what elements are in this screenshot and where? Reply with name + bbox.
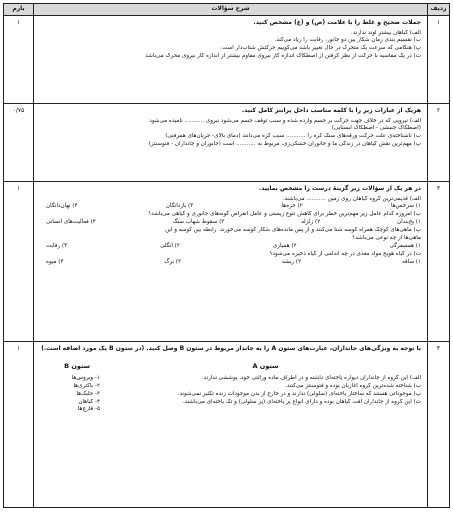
column-a-item: ب) شناخته شده‌ترین گروه آغازیان بوده و فتوسنتز می‌کنند. xyxy=(285,382,421,389)
mcq-option[interactable]: ۱) یخ‌بندان xyxy=(397,219,421,226)
header-radif: ردیف xyxy=(428,4,450,16)
question-number: ۲ xyxy=(428,104,450,182)
question-body-4 xyxy=(34,342,428,508)
question-row-2 xyxy=(4,104,450,182)
matching-columns xyxy=(38,362,421,415)
mcq-question: ت) در گیاه هویج مواد مغذی در چه اندامی از گیاه ذخیره می‌شود؟ xyxy=(269,251,421,258)
question-row-3 xyxy=(4,182,450,342)
mcq-option[interactable]: ۳) سقوط شهاب سنگ xyxy=(172,219,225,226)
statement: الف) گیاهان بیشتر آوند ندارند. xyxy=(351,29,421,36)
statement: پ) مهم‌ترین نقش گیاهان در زندگی ما و جانوران خشکی‌زی، مربوط به ........... است (جانوران و جانداران - فتوسنتز) xyxy=(148,141,421,148)
exam-table xyxy=(3,3,450,508)
mcq-question-continued: ماهی‌ها از چه نوعی می‌باشد؟ xyxy=(352,235,421,242)
question-score: ۱ xyxy=(4,342,34,508)
header-title: شرح سؤالات xyxy=(34,4,428,16)
question-row-1 xyxy=(4,16,450,104)
statement: ت) در یک مقاسیه با حرکت از نظر گرفتن از اصطکاک اندازه کار نیروی مقاوم بیشتر از اندازه کار نیروی محرک می‌باشد xyxy=(145,53,421,60)
mcq-option[interactable]: ۱) ساقه xyxy=(401,259,421,266)
question-number: ۱ xyxy=(428,16,450,104)
question-body-2 xyxy=(34,104,428,182)
mcq-option[interactable]: ۴) رقابت xyxy=(46,243,68,250)
statement: ب) ناشناخته‌ی علت حرکت ورقه‌های سنگ کره را ........... سبب کره می‌دانند (دمای بالای- جریان‌های همرفتی) xyxy=(165,133,421,140)
mcq-options xyxy=(38,259,421,267)
mcq-option[interactable]: ۲) خزه‌ها xyxy=(281,203,303,210)
mcq-option[interactable]: ۳) برگ xyxy=(164,259,181,266)
column-a-item: پ) موجوداتی هستند که ساختار یاخته‌ای (سلولی) ندارند و در خارج از بدن موجودات زنده تکثیر نمی‌شوند. xyxy=(177,390,421,397)
mcq-options xyxy=(38,243,421,251)
question-title: در هر یک از سؤالات زیر گزینهٔ درست را مشخص نمایید. xyxy=(258,185,421,192)
question-title: جملات صحیح و غلط را با علامت (ص) و (غ) مشخص کنید. xyxy=(253,19,421,26)
column-b-item: ۱- ویروس‌ها xyxy=(71,374,100,381)
table-header-row xyxy=(4,4,450,16)
statement: پ) هنگامی که سرعت یک متحرک در حال تغییر باشد می‌گوییم حرکتش شتاب‌دار است. xyxy=(220,45,421,52)
question-body-3 xyxy=(34,182,428,342)
mcq-question: پ) ماهی‌های کوچک همراه کوسه شنا می‌کنند و از پس مانده‌های شکار کوسه می‌خورند. رابطه بین کوسه و این xyxy=(165,227,421,234)
statement: (اصطکاک جنبشی - اصطکاک ایستایی) xyxy=(331,125,421,132)
mcq-option[interactable]: ۳) انگلی xyxy=(160,243,180,250)
column-b-heading: ستون B xyxy=(64,361,90,370)
mcq-option[interactable]: ۴) میوه xyxy=(46,259,64,266)
mcq-question: ب) امروزه کدام عامل زیر مهم‌ترین خطر برای کاهش تنوع زیستی و عامل انقراض گونه‌های جانوری و گیاهی می‌باشد؟ xyxy=(148,211,421,218)
mcq-question: الف) قدیمی‌ترین گروه گیاهان روی زمین ........... می‌باشند. xyxy=(282,195,421,202)
mcq-option[interactable]: ۲) همیاری xyxy=(272,243,297,250)
header-score: بارم xyxy=(4,4,34,16)
question-score: ۰/۷۵ xyxy=(4,104,34,182)
question-title: با توجه به ویژگی‌های جانداران، عبارت‌های ستون A را به جاندار مربوط در ستون B وصل کنید. (در ستون B یک مورد اضافه است.) xyxy=(41,345,421,352)
mcq-options xyxy=(38,203,421,211)
question-score: ۱ xyxy=(4,16,34,104)
statement: ب) تقسیم بندی زمان شکار بین دو جانور، رقابت را زیاد می‌کند. xyxy=(274,37,421,44)
column-a-heading: ستون A xyxy=(252,361,279,370)
question-number: ۴ xyxy=(428,342,450,508)
mcq-options xyxy=(38,219,421,227)
statement: الف) نیرویی که در خلاف جهت حرکت بر جسم وارده شده و سبب توقف جسم می‌شود نیروی ........... نامیده می‌شود xyxy=(149,117,421,124)
column-b-item: ۴- گیاهان xyxy=(78,398,100,405)
question-row-4 xyxy=(4,342,450,508)
column-b-item: ۳- جلبک‌ها xyxy=(76,390,100,397)
mcq-option[interactable]: ۱) همسفرگی xyxy=(389,243,421,250)
mcq-option[interactable]: ۳) بازدانگان xyxy=(165,203,194,210)
column-b-item: ۵- قارچ‌ها xyxy=(77,406,100,413)
column-b xyxy=(38,362,100,415)
question-body-1 xyxy=(34,16,428,104)
mcq-option[interactable]: ۴) نهان‌دانگان xyxy=(46,203,78,210)
question-title: هریک از عبارات زیر را با کلمه مناسب داخل پرانتز کامل کنید. xyxy=(241,107,421,114)
question-number: ۳ xyxy=(428,182,450,342)
column-a-item: الف) این گروه از جانداران دیواره یاخته‌ای داشته و در اطراف ماده وراثتی خود، پوششی ندارند. xyxy=(201,374,421,381)
mcq-option[interactable]: ۱) سرخس‌ها xyxy=(391,203,421,210)
column-a-item: ت) این گروه از جانداران آفت گیاهان بوده و دارای انواع پر یاخته‌ای (پر سلولی) و تک یاخته‌ای می‌باشند. xyxy=(182,398,421,405)
mcq-option[interactable]: ۴) فعالیت‌های انسانی xyxy=(46,219,96,226)
question-score: ۱ xyxy=(4,182,34,342)
mcq-option[interactable]: ۲) زلزله xyxy=(301,219,321,226)
mcq-option[interactable]: ۲) ریشه xyxy=(281,259,302,266)
column-b-item: ۲- باکتری‌ها xyxy=(73,382,100,389)
column-a xyxy=(100,362,421,415)
